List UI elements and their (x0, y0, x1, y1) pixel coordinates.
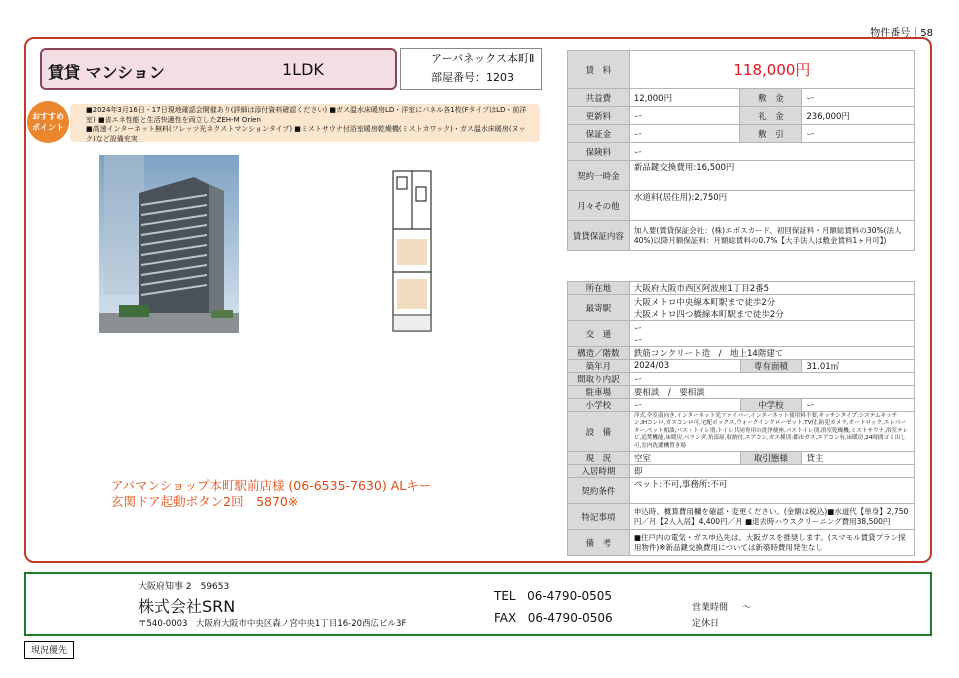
renewal-label: 更新料 (568, 107, 630, 125)
building-name: アーバネックス本町Ⅱ (431, 52, 535, 65)
special-label: 特記事項 (568, 504, 630, 530)
area-value: 31.01㎡ (802, 360, 915, 373)
area-label: 専有面積 (740, 360, 802, 373)
equipment-value: 洋式,全室南向き,インターネット光ファイバー,インターネット使用料不要,キッチンタイプ:システムキッチン,IHコンロ,ガスコンロ可,宅配ボックス,ウォークインクローゼット,TV付,防犯カメラ,オートロック,エレベーター,ペット相談,バス・トイレ別,トイレ共同専用の洗浄便座,バストイレ別,浴室乾燥機,ミストサウナ,浴室テレビ,追焚機能,床暖房,ベランダ,角部屋,収納付,エアコン,ガス種別:都市ガス,エアコン有,床暖房,24時間ゴミ出し可,室内洗濯機置き場 (629, 412, 914, 452)
recommend-text (70, 104, 540, 142)
fees-table (567, 50, 915, 251)
deposit-value: ー (802, 89, 915, 107)
junior-label: 中学校 (740, 399, 802, 412)
traffic-label: 交 通 (568, 321, 630, 347)
tel-label: TEL (494, 589, 516, 603)
layout-detail-label: 間取り内訳 (568, 373, 630, 386)
tel-number: 06-4790-0505 (527, 589, 613, 603)
station-label: 最寄駅 (568, 295, 630, 321)
floor-plan (385, 167, 437, 335)
recommend-badge-line1: おすすめ (31, 112, 65, 121)
structure-value: 鉄筋コンクリート造 / 地上14階建て (629, 347, 914, 360)
station-value: 大阪メトロ四つ橋線本町駅まで徒歩2分 (633, 309, 784, 320)
parking-value: 要相談 / 要相談 (629, 386, 914, 399)
recommend-line: ■2024年3月16日・17日現地確認会開催あり(詳細は添付資料確認ください) ■ガス温水床暖房LD・洋室にパネル各1枚(FタイプはLD・前洋室) ■省エネ性能と生活快適性を両立したZEH-M Orien (86, 106, 527, 124)
property-number: 物件番号｜58 (870, 28, 933, 39)
parking-label: 駐車場 (568, 386, 630, 399)
license-number: 大阪府知事 2 59653 (138, 582, 230, 592)
status-label: 現 況 (568, 452, 630, 465)
rent-label: 賃 料 (568, 51, 630, 89)
key-money-label: 礼 金 (740, 107, 802, 125)
monthly-label: 月々その他 (568, 191, 630, 221)
equipment-label: 設 備 (568, 412, 630, 452)
recommend-badge-line2: ポイント (32, 123, 64, 132)
address-label: 所在地 (568, 282, 630, 295)
rent-value: 118,000円 (629, 51, 914, 89)
details-table (567, 281, 915, 556)
memo-line: 玄関ドア起動ボタン2回 5870※ (111, 494, 299, 509)
insurance-value: ー (629, 143, 914, 161)
elementary-label: 小学校 (568, 399, 630, 412)
traffic-value: ー (633, 335, 643, 346)
hours-value: 〜 (742, 603, 752, 613)
building-photo (99, 155, 239, 333)
company-address: 〒540-0003 大阪府大阪市中央区森ノ宮中央1丁目16-20西広ビル3F (138, 619, 407, 629)
built-label: 築年月 (568, 360, 630, 373)
structure-label: 構造／階数 (568, 347, 630, 360)
renewal-value: ー (629, 107, 740, 125)
guarantor-value: 加入要(賃貸保証会社：(株)エポスカード、初回保証料・月額総賃料の30%(法人40%)以降月额保証料：月額総賃料の0.7%【大手法人は敷金賃料1ヶ月可】) (629, 221, 914, 251)
hours-label: 営業時間 (692, 603, 729, 613)
station-value: 大阪メトロ中央線本町駅まで徒歩2分 (633, 297, 776, 308)
common-fee-value: 12,000円 (629, 89, 740, 107)
guarantee-value: ー (629, 125, 740, 143)
conditions-value: ペット:不可,事務所:不可 (629, 478, 914, 504)
fax-number: 06-4790-0506 (527, 611, 613, 625)
movein-label: 入居時期 (568, 465, 630, 478)
memo (111, 478, 431, 510)
onetime-value: 新品鍵交換費用:16,500円 (629, 161, 914, 191)
transaction-value: 貸主 (802, 452, 915, 465)
recommend-line: ■高速インターネット無料(フレッツ光ネクストマンションタイプ) ■ミストサウナ付浴室暖房乾燥機(ミストカワック)・ガス温水床暖房(ヌック)など設備充実 (86, 125, 526, 143)
memo-line: アパマンショップ本町駅前店様 (06-6535-7630) ALキー (111, 478, 432, 493)
deposit-label: 敷 金 (740, 89, 802, 107)
monthly-value: 水道料(居住用):2,750円 (629, 191, 914, 221)
movein-value: 即 (629, 465, 914, 478)
transaction-label: 取引態様 (740, 452, 802, 465)
common-fee-label: 共益費 (568, 89, 630, 107)
traffic-value: ー (633, 323, 643, 334)
notes-value: ■住戸内の電気・ガス申込先は、大阪ガスを推奨します。(スマモル賃貸プラン採用物件)※新品鍵交換費用については新築時費用発生なし (629, 530, 914, 556)
deduction-label: 敷 引 (740, 125, 802, 143)
holiday-label: 定休日 (692, 619, 720, 629)
onetime-label: 契約一時金 (568, 161, 630, 191)
elementary-value: ー (629, 399, 740, 412)
property-layout: 1LDK (282, 60, 324, 79)
deduction-value: ー (802, 125, 915, 143)
company-name: 株式会社SRN (138, 597, 236, 616)
recommend-badge (27, 101, 69, 143)
status-priority-box: 現況優先 (24, 641, 74, 659)
key-money-value: 236,000円 (802, 107, 915, 125)
business-hours (692, 600, 751, 613)
building-box (400, 48, 542, 90)
fax-label: FAX (494, 611, 517, 625)
room-number: 部屋番号：1203 (431, 71, 514, 84)
property-type: 賃貸 マンション (48, 63, 165, 82)
notes-label: 備 考 (568, 530, 630, 556)
status-value: 空室 (629, 452, 740, 465)
junior-value: ー (802, 399, 915, 412)
built-value: 2024/03 (629, 360, 740, 373)
guarantor-label: 賃貸保証内容 (568, 221, 630, 251)
insurance-label: 保険料 (568, 143, 630, 161)
fax-row (494, 611, 613, 625)
guarantee-label: 保証金 (568, 125, 630, 143)
address-value: 大阪府大阪市西区阿波座1丁目2番5 (629, 282, 914, 295)
tel-row (494, 589, 612, 603)
layout-detail-value: ー (629, 373, 914, 386)
conditions-label: 契約条件 (568, 478, 630, 504)
special-value: 申込時、概算費用欄を確認・変更ください。(金額は税込)■水道代【単身】2,750円／月【2人入居】4,400円／月 ■退去時ハウスクリーニング費用38,500円 (629, 504, 914, 530)
